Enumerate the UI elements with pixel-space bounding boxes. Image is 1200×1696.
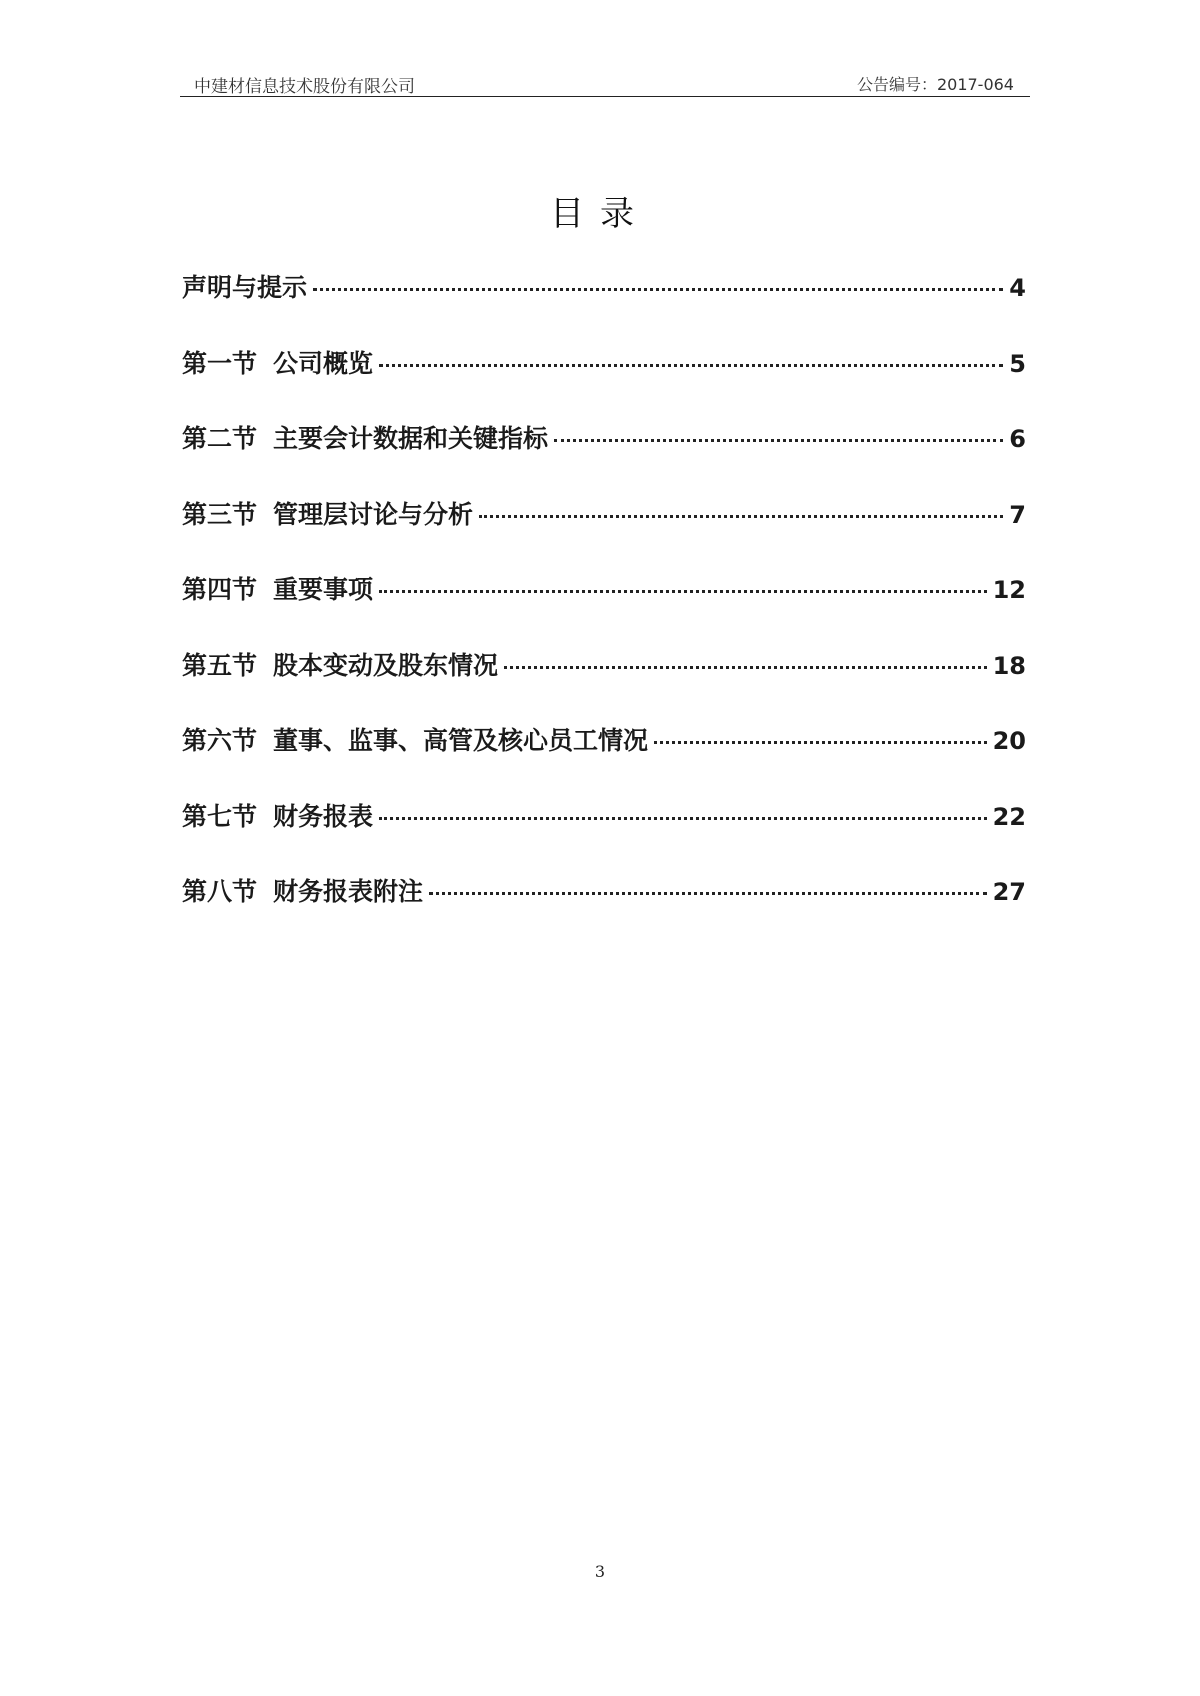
toc-entry-title: 声明与提示 (182, 273, 308, 302)
toc-entry-label (182, 495, 473, 531)
dot-leader (504, 666, 987, 669)
toc-entry-title: 公司概览 (273, 348, 374, 378)
toc-entry-page: 6 (1009, 425, 1026, 453)
dot-leader (554, 439, 1003, 442)
toc-entry-page: 20 (992, 727, 1026, 755)
toc-entry-title: 主要会计数据和关键指标 (273, 424, 549, 453)
toc-entry-section: 第六节 (182, 726, 258, 755)
toc-entry-title: 董事、监事、高管及核心员工情况 (273, 726, 649, 755)
toc-entry-page: 12 (992, 576, 1026, 604)
toc-entry[interactable] (182, 646, 1026, 722)
dot-leader (654, 741, 987, 744)
toc-entry-page: 5 (1009, 349, 1026, 378)
toc-entry[interactable] (182, 721, 1026, 797)
toc-entry-section: 第四节 (182, 575, 258, 604)
toc-entry-label (182, 570, 373, 606)
toc-entry-title: 财务报表 (273, 801, 374, 831)
company-name: 中建材信息技术股份有限公司 (194, 77, 415, 97)
dot-leader (379, 590, 987, 593)
toc-entry-title: 股本变动及股东情况 (273, 650, 499, 680)
toc-entry[interactable] (182, 344, 1026, 420)
toc-entry-title: 财务报表附注 (273, 877, 424, 906)
toc-entry-label (182, 872, 423, 908)
dot-leader (379, 817, 987, 820)
toc-entry-label (182, 797, 373, 833)
toc-entry[interactable] (182, 872, 1026, 948)
toc-entry[interactable] (182, 797, 1026, 873)
notice-number: 公告编号：2017-064 (856, 75, 1014, 94)
dot-leader (429, 892, 987, 895)
toc-entry-section: 第七节 (182, 801, 258, 831)
toc-entry-page: 18 (992, 651, 1026, 680)
table-of-contents (182, 268, 1026, 948)
toc-entry-section: 第二节 (182, 424, 258, 453)
toc-entry-label (182, 268, 307, 304)
toc-entry-label (182, 646, 498, 682)
dot-leader (313, 288, 1003, 291)
page-header (180, 66, 1030, 97)
toc-entry-section: 第八节 (182, 877, 258, 906)
toc-entry[interactable] (182, 495, 1026, 571)
toc-entry-page: 27 (992, 878, 1026, 906)
dot-leader (379, 364, 1003, 367)
toc-title: 目录 (550, 194, 650, 234)
toc-entry[interactable] (182, 570, 1026, 646)
toc-entry-section: 第一节 (182, 348, 258, 378)
toc-entry-label (182, 344, 373, 380)
toc-entry[interactable] (182, 419, 1026, 495)
toc-entry-label (182, 721, 648, 757)
dot-leader (479, 515, 1003, 518)
page-number: 3 (594, 1562, 606, 1581)
toc-entry-label (182, 419, 548, 455)
toc-entry-section: 第三节 (182, 499, 258, 529)
toc-entry-page: 7 (1009, 500, 1026, 529)
toc-entry[interactable] (182, 268, 1026, 344)
toc-entry-section: 第五节 (182, 650, 258, 680)
toc-entry-title: 重要事项 (273, 575, 374, 604)
toc-entry-page: 4 (1009, 274, 1026, 302)
toc-entry-page: 22 (992, 802, 1026, 831)
toc-entry-title: 管理层讨论与分析 (273, 499, 474, 529)
